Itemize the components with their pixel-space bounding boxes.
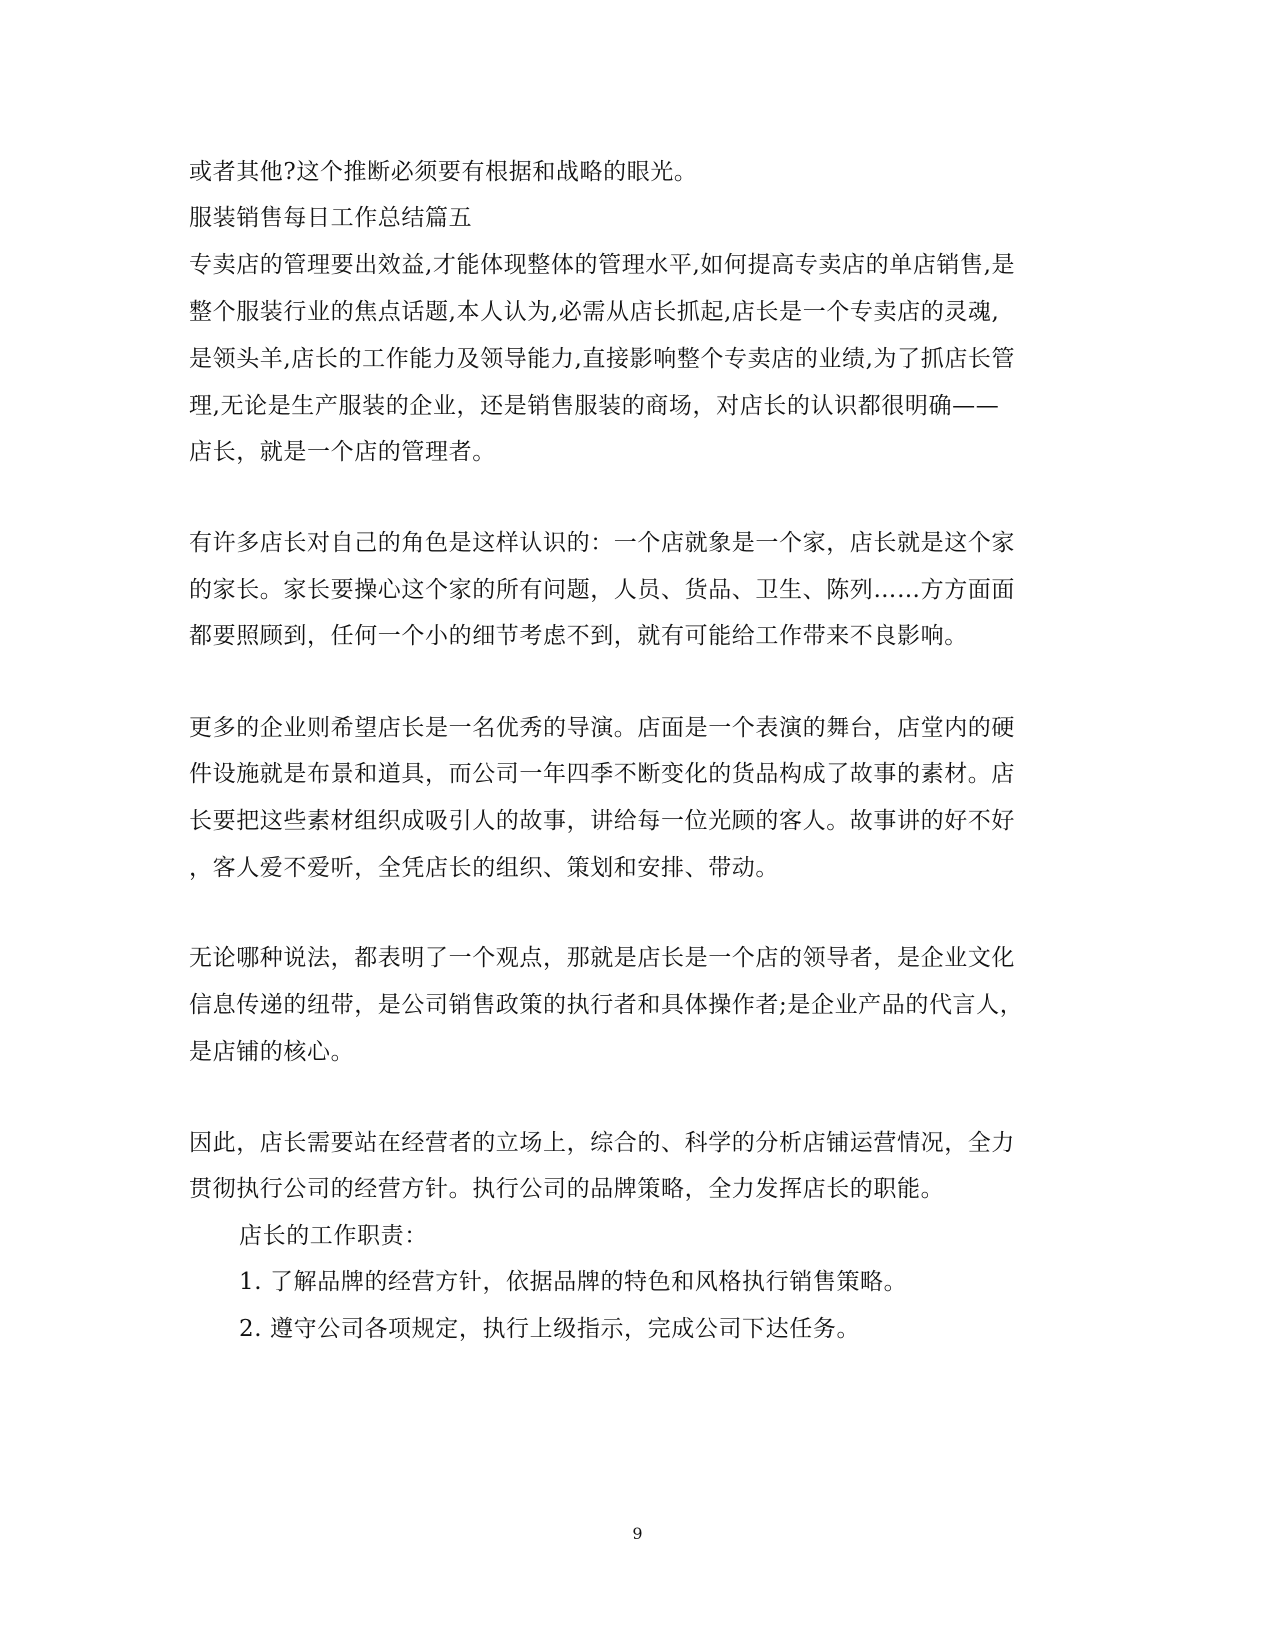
text-line: ，客人爱不爱听，全凭店长的组织、策划和安排、带动。	[189, 855, 779, 881]
list-heading: 店长的工作职责：	[239, 1223, 428, 1249]
text-line: 长要把这些素材组织成吸引人的故事，讲给每一位光顾的客人。故事讲的好不好	[189, 808, 1015, 834]
text-line: 理,无论是生产服装的企业，还是销售服装的商场，对店长的认识都很明确——	[189, 393, 1000, 419]
text-line: 是领头羊,店长的工作能力及领导能力,直接影响整个专卖店的业绩,为了抓店长管	[189, 346, 1016, 372]
section-heading: 服装销售每日工作总结篇五	[189, 205, 473, 231]
text-line: 整个服装行业的焦点话题,本人认为,必需从店长抓起,店长是一个专卖店的灵魂,	[189, 299, 1000, 325]
text-line: 是店铺的核心。	[189, 1039, 355, 1065]
list-item: 1. 了解品牌的经营方针，依据品牌的特色和风格执行销售策略。	[239, 1269, 908, 1295]
text-line: 无论哪种说法，都表明了一个观点，那就是店长是一个店的领导者，是企业文化	[189, 945, 1015, 971]
text-line: 有许多店长对自己的角色是这样认识的：一个店就象是一个家，店长就是这个家	[189, 530, 1015, 556]
text-line: 或者其他?这个推断必须要有根据和战略的眼光。	[189, 159, 698, 185]
text-line: 更多的企业则希望店长是一名优秀的导演。店面是一个表演的舞台，店堂内的硬	[189, 715, 1015, 741]
text-line: 信息传递的纽带，是公司销售政策的执行者和具体操作者;是企业产品的代言人，	[189, 992, 1024, 1018]
text-line: 专卖店的管理要出效益,才能体现整体的管理水平,如何提高专卖店的单店销售,是	[189, 252, 1016, 278]
text-line: 店长，就是一个店的管理者。	[189, 439, 496, 465]
text-line: 都要照顾到，任何一个小的细节考虑不到，就有可能给工作带来不良影响。	[189, 623, 968, 649]
text-line: 件设施就是布景和道具，而公司一年四季不断变化的货品构成了故事的素材。店	[189, 761, 1015, 787]
text-line: 的家长。家长要操心这个家的所有问题，人员、货品、卫生、陈列……方方面面	[189, 577, 1015, 603]
page-number: 9	[632, 1524, 643, 1543]
text-line: 因此，店长需要站在经营者的立场上，综合的、科学的分析店铺运营情况，全力	[189, 1130, 1015, 1156]
text-line: 贯彻执行公司的经营方针。执行公司的品牌策略，全力发挥店长的职能。	[189, 1176, 945, 1202]
list-item: 2. 遵守公司各项规定，执行上级指示，完成公司下达任务。	[239, 1316, 861, 1342]
